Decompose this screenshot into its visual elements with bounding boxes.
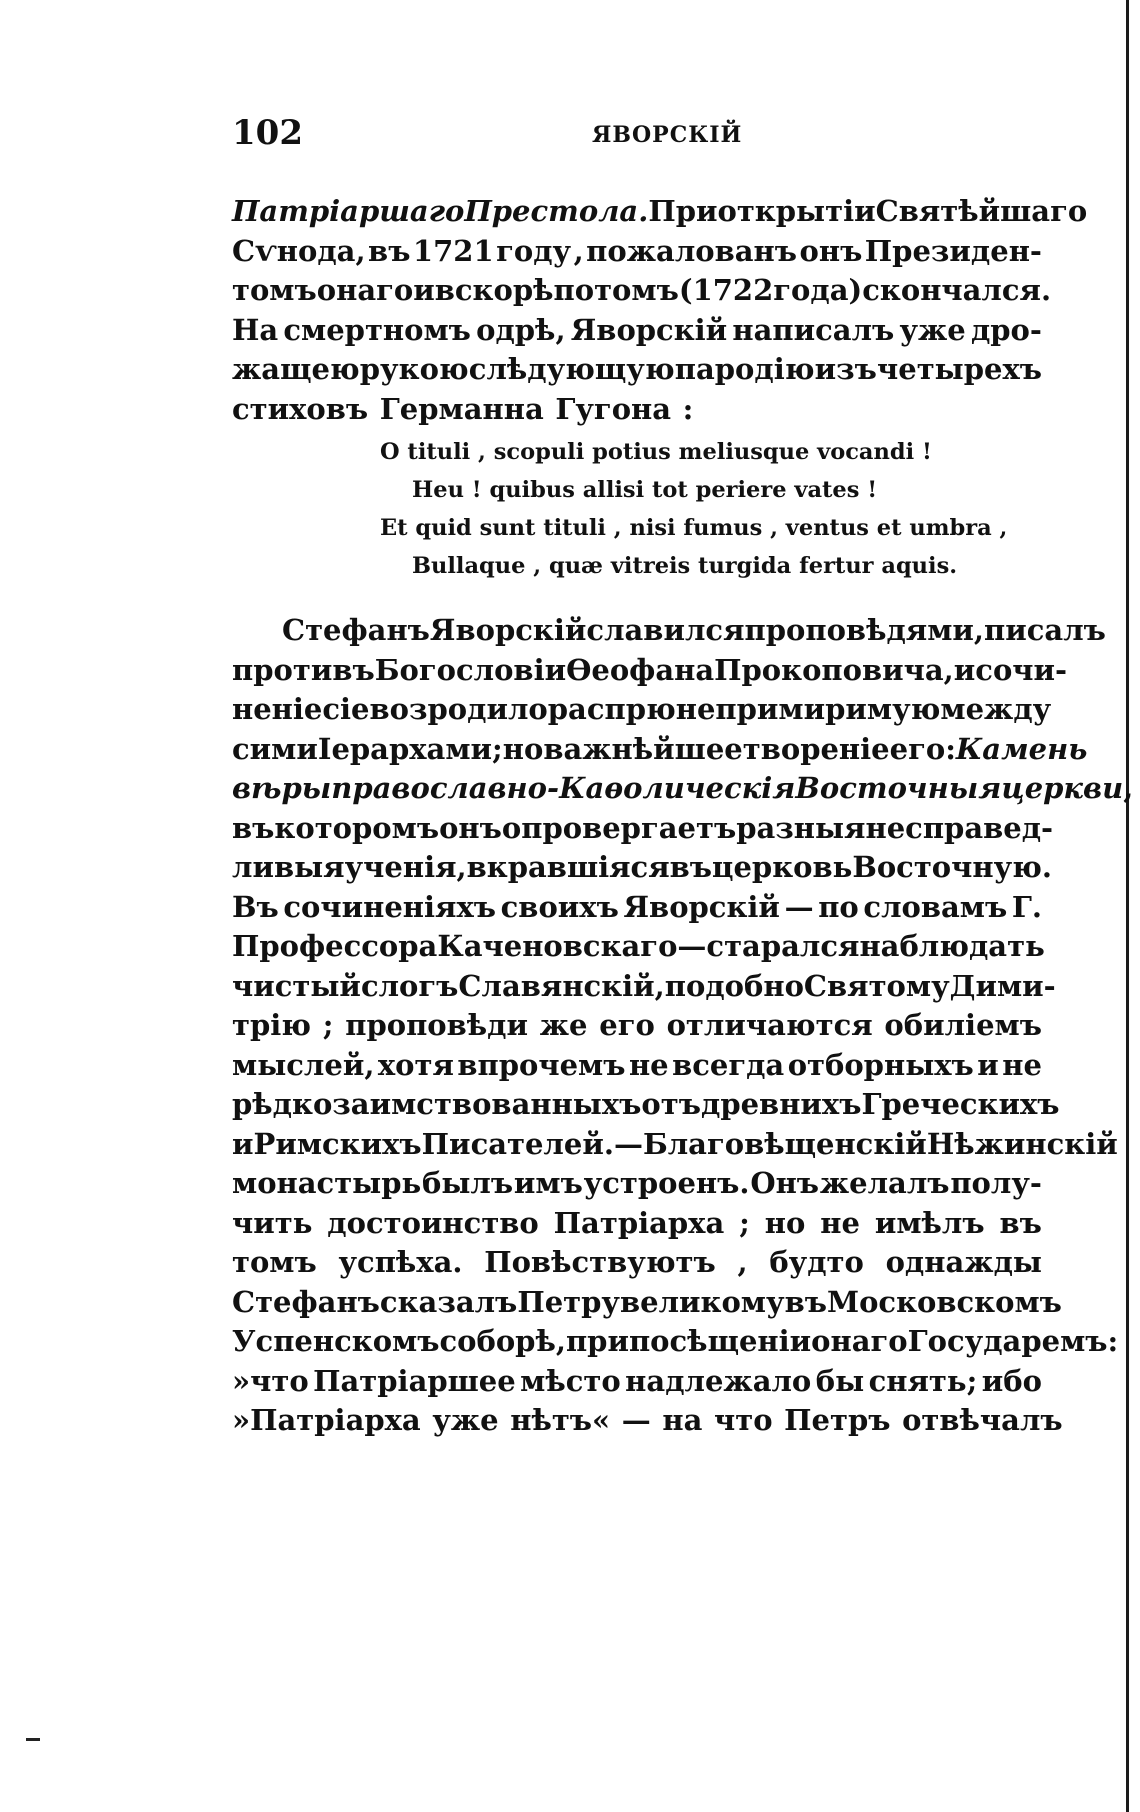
word: 1721 [412,233,494,268]
word: и [953,652,976,687]
word: онъ [439,810,502,845]
word: возродило [369,692,548,726]
word: »что [232,1363,309,1398]
word: не [1002,1047,1042,1082]
word: сказалъ [379,1284,518,1319]
word: уже [432,1403,499,1437]
word: отборныхъ [787,1047,974,1082]
poem-verse: Bullaque , quæ vitreis turgida fertur aquis. [412,553,958,579]
italic-word: церкви [1001,771,1124,805]
word: въ [669,850,713,884]
word: же [539,1008,588,1042]
italic-word: Престола. [464,194,649,228]
word: томъ [232,1245,317,1279]
word: ученія [344,850,457,884]
word: Петру [517,1284,620,1319]
word: древнихъ [700,1087,862,1121]
text-line [232,809,1054,849]
word: На [232,312,279,347]
word: рѣдко [232,1087,333,1121]
text-line [232,1125,1118,1165]
word: непримиримую [675,692,941,726]
word: Писателей. [421,1126,614,1161]
word: потомъ [553,273,679,307]
word: (1722 [678,273,774,307]
text-line [232,311,1042,351]
word: великому [619,1284,785,1319]
text-line [232,1046,1042,1086]
word: сими [232,731,318,766]
word: опровергаетъ [501,810,737,845]
text-line [232,690,1052,730]
word: Іерархами; [317,731,503,766]
word: устроенъ. [583,1166,750,1200]
word: его: [889,731,956,766]
latin-poem [232,433,1042,585]
text-line [232,1204,1042,1244]
word: отъ [641,1087,701,1121]
word: распрю [547,692,676,726]
word: , [737,1245,748,1279]
word: — [613,1126,643,1161]
word: Президен- [864,233,1042,268]
word: Каченовскаго [437,929,678,963]
word: : [682,391,694,426]
word: онъ [799,233,863,268]
word: вкравшіяся [466,850,670,884]
word: Богословіи [374,652,567,687]
word: бы [815,1363,865,1398]
word: сіе [322,692,370,726]
word: онаго [316,273,414,307]
word: будто [769,1245,864,1279]
word: мыслей, [232,1047,375,1082]
word: смертномъ [283,312,471,347]
word: сочиненіяхъ [283,889,497,924]
word: мѣсто [520,1363,621,1398]
word: ливыя [232,850,345,884]
word: по [818,889,859,924]
word: желалъ [819,1166,950,1200]
word: не [820,1205,860,1240]
word: ; [739,1205,750,1240]
word: успѣха. [338,1245,463,1279]
text-line [232,1085,1060,1125]
word: ибо [981,1363,1042,1398]
word: дро- [970,312,1042,347]
word: вскорѣ [434,273,554,307]
word: При [648,194,718,228]
word: несправед- [865,810,1054,845]
word: Гугона [555,391,672,426]
word: былъ [422,1166,514,1200]
word: не [628,1047,669,1082]
word: славился [586,613,745,647]
word: Успенскомъ [232,1324,440,1358]
text-line [232,232,1042,272]
word: достоинство [327,1205,539,1240]
word: — [621,1403,651,1437]
word: , [456,850,467,884]
word: ; [322,1008,334,1042]
word: полу- [950,1166,1042,1200]
word: Яворскій [429,613,587,647]
word: Петръ [784,1403,891,1437]
word: старался [706,929,860,963]
body-text [232,192,1134,1441]
word: Германна [379,391,544,426]
word: скончался. [862,273,1052,307]
text-line [232,1243,1042,1283]
word: отличаются [666,1008,873,1042]
italic-word: православно [331,771,548,805]
word: сочи- [975,652,1068,687]
text-line [232,1401,1063,1441]
page-number: 102 [232,113,303,153]
word: впрочемъ [457,1047,626,1082]
word: Яворскій [623,889,780,924]
word: однажды [885,1245,1042,1279]
text-line [232,1322,1119,1362]
word: томъ [232,273,317,307]
word: Онъ [750,1166,820,1200]
word: стиховъ [232,391,369,426]
word: имѣлъ [874,1205,985,1240]
text-line [232,1283,1062,1323]
word: »Патріарха [232,1403,421,1437]
word: въ [784,1284,827,1319]
word: Г. [1011,889,1042,924]
italic-word: Каѳолическія [559,771,796,805]
paragraph-1 [232,192,1088,429]
text-line [232,848,1053,888]
poem-verse: Et quid sunt tituli , nisi fumus , ventus et umbra , [380,515,1008,541]
word: писалъ [984,613,1106,647]
word: пародію [674,352,815,386]
word: чистый [232,968,361,1003]
word: Святому [803,968,950,1003]
word: Патріарха [553,1205,725,1240]
margin-mark [26,1738,40,1741]
word: Патріаршее [313,1363,516,1398]
word: — [784,889,814,924]
italic-word: Патріаршаго [232,194,465,228]
text-line [232,1362,1042,1402]
page-header [232,112,1042,164]
word: , [1123,771,1134,805]
word: Стефанъ [232,1284,380,1319]
word: Ѳеофана [566,652,715,687]
word: церковь [712,850,853,884]
word: Яворскій [570,312,728,347]
running-title: ЯВОРСКІЙ [592,122,743,148]
word: посѣщеніи [628,1324,812,1358]
word: наблюдать [859,929,1045,963]
word: между [940,692,1052,726]
word: Святѣйшаго [875,194,1088,228]
word: Профессора [232,929,438,963]
text-line [232,730,1088,770]
word: снять; [868,1363,978,1398]
italic-word: вѣры [232,771,332,805]
word: хотя [377,1047,454,1082]
word: Римскихъ [253,1126,422,1161]
word: рукою [359,352,469,386]
word: одрѣ, [476,312,566,347]
word: имъ [513,1166,583,1200]
word: но [502,731,544,766]
word: онаго [811,1324,908,1358]
word: трію [232,1008,311,1042]
text-line [232,192,1088,232]
text-line [232,967,1056,1007]
word: Въ [232,889,279,924]
word: проповѣдями, [744,613,985,647]
word: заимствованныхъ [332,1087,642,1121]
word: при [565,1324,629,1358]
word: отвѣчалъ [902,1403,1063,1437]
text-line [232,611,1106,651]
poem-verse: Heu ! quibus allisi tot periere vates ! [412,477,878,503]
word: чить [232,1205,313,1240]
word: , [573,233,584,268]
word: слѣдующую [468,352,675,386]
poem-verse: O tituli , scopuli potius meliusque vocandi ! [380,439,932,465]
word: нѣтъ« [510,1403,611,1437]
text-line [232,271,1052,311]
word: Стефанъ [282,613,430,647]
text-line [232,927,1045,967]
word: но [764,1205,806,1240]
word: обиліемъ [884,1008,1042,1042]
word: открытіи [717,194,876,228]
word: Нѣжинскій [926,1126,1118,1161]
word: и [977,1047,999,1082]
word: которомъ [274,810,440,845]
word: твореніе [742,731,890,766]
italic-word: - [547,771,560,805]
word: пожалованъ [586,233,798,268]
word: Греческихъ [861,1087,1060,1121]
word: разныя [736,810,866,845]
word: написалъ [732,312,895,347]
text-line [232,769,1134,809]
word: соборѣ, [439,1324,566,1358]
text-line [232,350,1042,390]
word: Благовѣщенскій [642,1126,927,1161]
word: на [662,1403,703,1437]
word: году [496,233,572,268]
word: изъ [814,352,877,386]
word: монастырь [232,1166,422,1200]
word: проповѣди [345,1008,529,1042]
word: — [677,929,707,963]
text-line [232,1164,1042,1204]
word: надлежало [625,1363,812,1398]
word: подобно [664,968,804,1003]
word: его [599,1008,655,1042]
paragraph-2 [232,611,1134,1441]
word: словамъ [863,889,1008,924]
word: неніе [232,692,323,726]
text-line [232,390,1042,430]
word: противъ [232,652,375,687]
word: и [232,1126,254,1161]
word: и [413,273,435,307]
word: въ [999,1205,1042,1240]
word: Славянскій, [458,968,665,1003]
page-edge-line [1126,0,1129,1812]
word: слогъ [360,968,459,1003]
word: въ [232,810,275,845]
word: года) [773,273,863,307]
word: всегда [672,1047,785,1082]
word: Государемъ: [907,1324,1119,1358]
word: Дими- [949,968,1056,1003]
word: своихъ [500,889,619,924]
italic-word: Камень [955,731,1088,766]
text-line [232,651,1068,691]
italic-word: Восточныя [795,771,1002,805]
word: въ [368,233,411,268]
word: что [714,1403,773,1437]
text-line [232,1006,1042,1046]
word: жащею [232,352,360,386]
word: Повѣствуютъ [484,1245,716,1279]
word: важнѣйшее [543,731,743,766]
word: Сѵнода, [232,233,366,268]
text-line [232,888,1042,928]
word: Восточную. [852,850,1053,884]
word: четырехъ [877,352,1042,386]
word: уже [899,312,966,347]
word: Московскомъ [826,1284,1062,1319]
word: Прокоповича, [714,652,954,687]
